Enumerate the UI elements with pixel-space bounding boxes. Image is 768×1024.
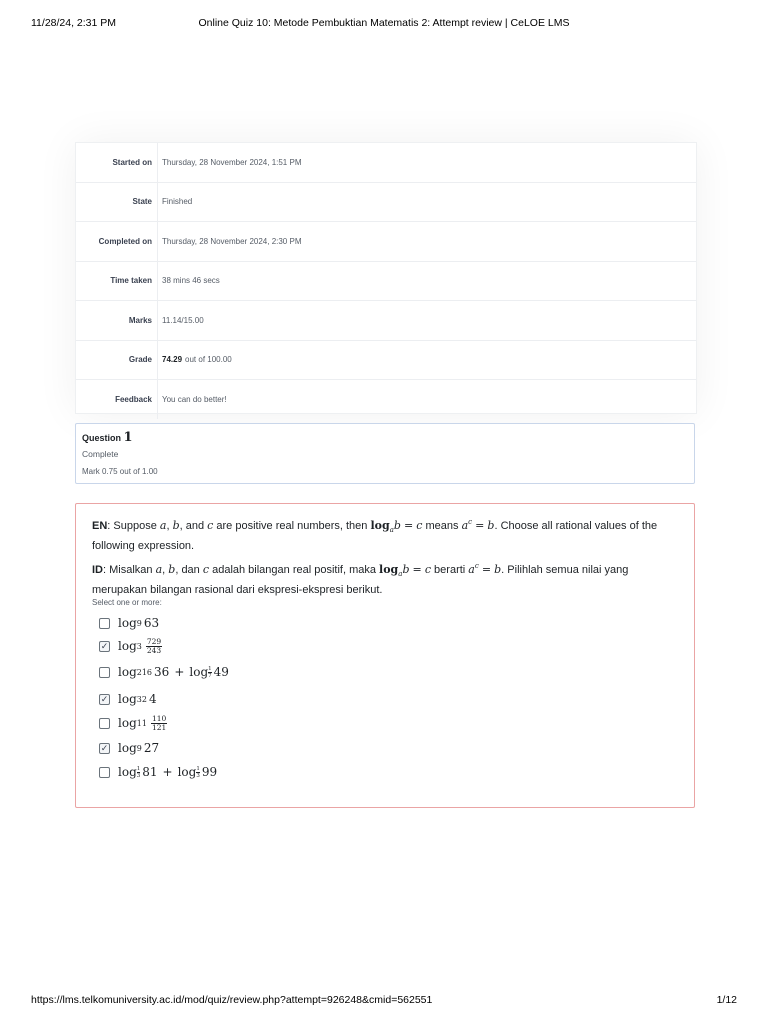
question-state: Complete: [82, 449, 119, 459]
question-text-en: EN: Suppose a, b, and c are positive real numbers, then $\log_ab = c$ means $a^c = b$. Choose all rational values of the following expression.: [92, 518, 658, 552]
answer-option[interactable]: [99, 714, 167, 732]
option-label: log 216 36 + log $\frac{1}{7}$ 49: [118, 665, 229, 679]
summary-label: Feedback: [76, 380, 158, 419]
print-header: [0, 17, 768, 31]
answer-option[interactable]: [99, 690, 157, 708]
check-icon: ✓: [100, 693, 109, 704]
option-label: log 9 63: [118, 616, 160, 630]
lang-tag-id: ID: [92, 564, 103, 576]
answer-option[interactable]: [99, 739, 159, 757]
summary-row-feedback: [76, 380, 696, 419]
question-text: [92, 514, 682, 602]
summary-value: You can do better!: [162, 394, 227, 404]
option-label: log 11 $\frac{110}{121}$: [118, 713, 167, 732]
option-checkbox[interactable]: [99, 618, 110, 629]
summary-row-state: [76, 183, 696, 223]
print-page-number: 1/12: [716, 994, 737, 1006]
option-label: log 1 3 81 + log $\frac{1}{3}$ 99: [118, 765, 218, 779]
question-info-box: [75, 423, 695, 484]
lang-tag-en: EN: [92, 520, 108, 532]
option-checkbox[interactable]: [99, 767, 110, 778]
summary-value: 11.14/15.00: [162, 315, 204, 325]
check-icon: ✓: [100, 640, 109, 651]
summary-value: Finished: [162, 197, 193, 207]
answer-prompt: Select one or more:: [92, 598, 162, 607]
attempt-summary-table: [75, 142, 697, 414]
summary-label: Grade: [76, 341, 158, 380]
summary-row-started-on: [76, 143, 696, 183]
option-checkbox[interactable]: [99, 743, 110, 754]
summary-label: Completed on: [76, 222, 158, 261]
question-content-box: [75, 503, 695, 808]
option-checkbox[interactable]: [99, 641, 110, 652]
summary-label: Marks: [76, 301, 158, 340]
print-datetime: 11/28/24, 2:31 PM: [31, 17, 117, 29]
print-url: https://lms.telkomuniversity.ac.id/mod/quiz/review.php?attempt=926248&cmid=562551: [31, 994, 433, 1006]
answer-option[interactable]: [99, 763, 217, 781]
option-checkbox[interactable]: [99, 718, 110, 729]
summary-row-completed-on: [76, 222, 696, 262]
print-page-title: Online Quiz 10: Metode Pembuktian Matematis 2: Attempt review | CeLOE LMS: [198, 17, 570, 29]
summary-label: Started on: [76, 143, 158, 182]
grade-out-of: out of 100.00: [185, 355, 232, 365]
answer-option[interactable]: [99, 614, 159, 632]
summary-value: 38 mins 46 secs: [162, 276, 220, 286]
option-label: log 9 27: [118, 741, 160, 755]
summary-label: State: [76, 183, 158, 222]
option-checkbox[interactable]: [99, 694, 110, 705]
summary-value: Thursday, 28 November 2024, 2:30 PM: [162, 236, 302, 246]
check-icon: ✓: [100, 742, 109, 753]
question-number: [82, 430, 133, 445]
option-label: log 32 4: [118, 692, 157, 706]
question-number-value: 1: [123, 430, 133, 445]
answer-option[interactable]: [99, 637, 162, 655]
option-label: log 3 $\frac{729}{243}$: [118, 636, 162, 655]
summary-row-grade: [76, 341, 696, 381]
summary-value: [158, 341, 232, 380]
option-checkbox[interactable]: [99, 667, 110, 678]
question-grade: Mark 0.75 out of 1.00: [82, 467, 158, 476]
grade-score: 74.29: [162, 355, 183, 365]
summary-row-time-taken: [76, 262, 696, 302]
summary-label: Time taken: [76, 262, 158, 301]
summary-value: Thursday, 28 November 2024, 1:51 PM: [162, 157, 302, 167]
question-label: Question: [82, 433, 122, 443]
question-text-id: ID: Misalkan a, b, dan c adalah bilangan real positif, maka $\log_ab = c$ berarti $a^c = b$. Pilihlah semua nilai yang merupakan bilangan rasional dari ekspresi-ekspresi berikut.: [92, 562, 629, 596]
summary-row-marks: [76, 301, 696, 341]
answer-option[interactable]: [99, 663, 229, 681]
